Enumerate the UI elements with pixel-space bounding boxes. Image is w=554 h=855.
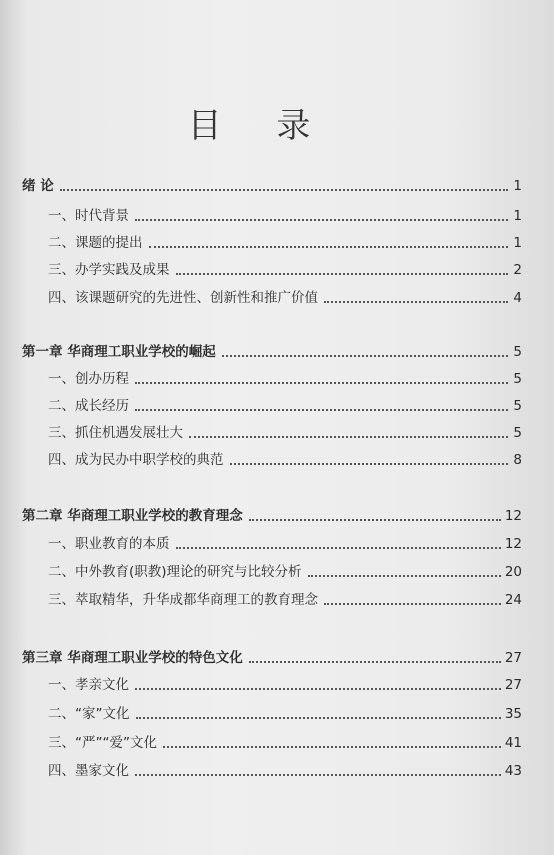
toc-entry-page: 35: [504, 706, 522, 722]
toc-leader: [135, 409, 508, 411]
toc-entry-page: 24: [504, 592, 522, 608]
toc-entry[interactable]: [0, 645, 522, 667]
toc-leader: [230, 463, 509, 465]
toc-entry-page: 8: [513, 452, 522, 468]
toc-entry-page: 5: [513, 398, 522, 414]
toc-leader: [163, 746, 501, 748]
toc-entry-page: 5: [513, 425, 522, 441]
toc-entry-label: 二、课题的提出: [48, 235, 143, 251]
toc-entry-page: 41: [504, 735, 522, 751]
toc-entry[interactable]: [0, 339, 522, 361]
toc-entry[interactable]: [0, 203, 522, 225]
toc-entry[interactable]: [0, 758, 522, 780]
toc-leader: [176, 273, 509, 275]
toc-entry[interactable]: [0, 366, 522, 388]
toc-entry[interactable]: [0, 559, 522, 581]
toc-leader: [222, 355, 508, 357]
toc-entry[interactable]: [0, 230, 522, 252]
toc-entry-page: 12: [504, 536, 522, 552]
toc-entry-page: 1: [513, 178, 522, 194]
toc-leader: [249, 519, 501, 521]
toc-leader: [324, 301, 508, 303]
toc-entry-label: 三、办学实践及成果: [48, 262, 170, 278]
toc-entry-label: 三、萃取精华，升华成都华商理工的教育理念: [48, 592, 318, 608]
toc-entry-label: 一、时代背景: [48, 208, 129, 224]
toc-leader: [176, 547, 501, 549]
toc-entry[interactable]: [0, 730, 522, 752]
toc-leader: [135, 219, 508, 221]
toc-entry-label: 一、孝亲文化: [48, 677, 129, 693]
toc-entry[interactable]: [0, 531, 522, 553]
toc-leader: [60, 189, 508, 191]
toc-entry-page: 1: [513, 235, 522, 251]
toc-leader: [135, 382, 508, 384]
toc-leader: [324, 603, 501, 605]
toc-entry-label: 二、成长经历: [48, 398, 129, 414]
toc-entry[interactable]: [0, 257, 522, 279]
toc-entry[interactable]: [0, 173, 522, 195]
toc-entry[interactable]: [0, 420, 522, 442]
toc-entry-page: 27: [504, 677, 522, 693]
toc-entry-label: 二、中外教育(职教)理论的研究与比较分析: [48, 564, 302, 580]
toc-entry-page: 2: [513, 262, 522, 278]
toc-leader: [149, 246, 509, 248]
toc-entry-page: 4: [513, 290, 522, 306]
toc-entry-label: 三、“严”“爱”文化: [48, 735, 157, 751]
toc-entry-label: 三、抓住机遇发展壮大: [48, 425, 183, 441]
toc-entry-page: 5: [513, 371, 522, 387]
toc-entry-label: 四、该课题研究的先进性、创新性和推广价值: [48, 290, 318, 306]
toc-entry[interactable]: [0, 447, 522, 469]
toc-entry-page: 43: [504, 763, 522, 779]
toc-leader: [135, 774, 501, 776]
toc-entry-label: 一、创办历程: [48, 371, 129, 387]
toc-entry-label: 一、职业教育的本质: [48, 536, 170, 552]
toc-entry[interactable]: [0, 587, 522, 609]
toc-entry-page: 5: [513, 344, 522, 360]
toc-entry-page: 12: [504, 508, 522, 524]
toc-entry[interactable]: [0, 285, 522, 307]
toc-entry-label: 绪 论: [22, 178, 54, 194]
toc-leader: [135, 688, 501, 690]
toc-entry-label: 第二章 华商理工职业学校的教育理念: [22, 508, 243, 524]
toc-leader: [308, 575, 501, 577]
toc-entry-label: 二、“家”文化: [48, 706, 130, 722]
toc-entry-label: 四、成为民办中职学校的典范: [48, 452, 224, 468]
toc-entry-page: 1: [513, 208, 522, 224]
toc-entry[interactable]: [0, 503, 522, 525]
toc-entry[interactable]: [0, 393, 522, 415]
toc-entry-label: 第一章 华商理工职业学校的崛起: [22, 344, 216, 360]
toc-entry-label: 四、墨家文化: [48, 763, 129, 779]
toc-entry-page: 20: [504, 564, 522, 580]
toc-leader: [249, 661, 501, 663]
toc-entry[interactable]: [0, 701, 522, 723]
toc-entry[interactable]: [0, 672, 522, 694]
toc-leader: [189, 436, 508, 438]
toc-entry-label: 第三章 华商理工职业学校的特色文化: [22, 650, 243, 666]
page-title: 目 录: [187, 106, 333, 146]
toc-leader: [136, 717, 501, 719]
toc-entry-page: 27: [504, 650, 522, 666]
